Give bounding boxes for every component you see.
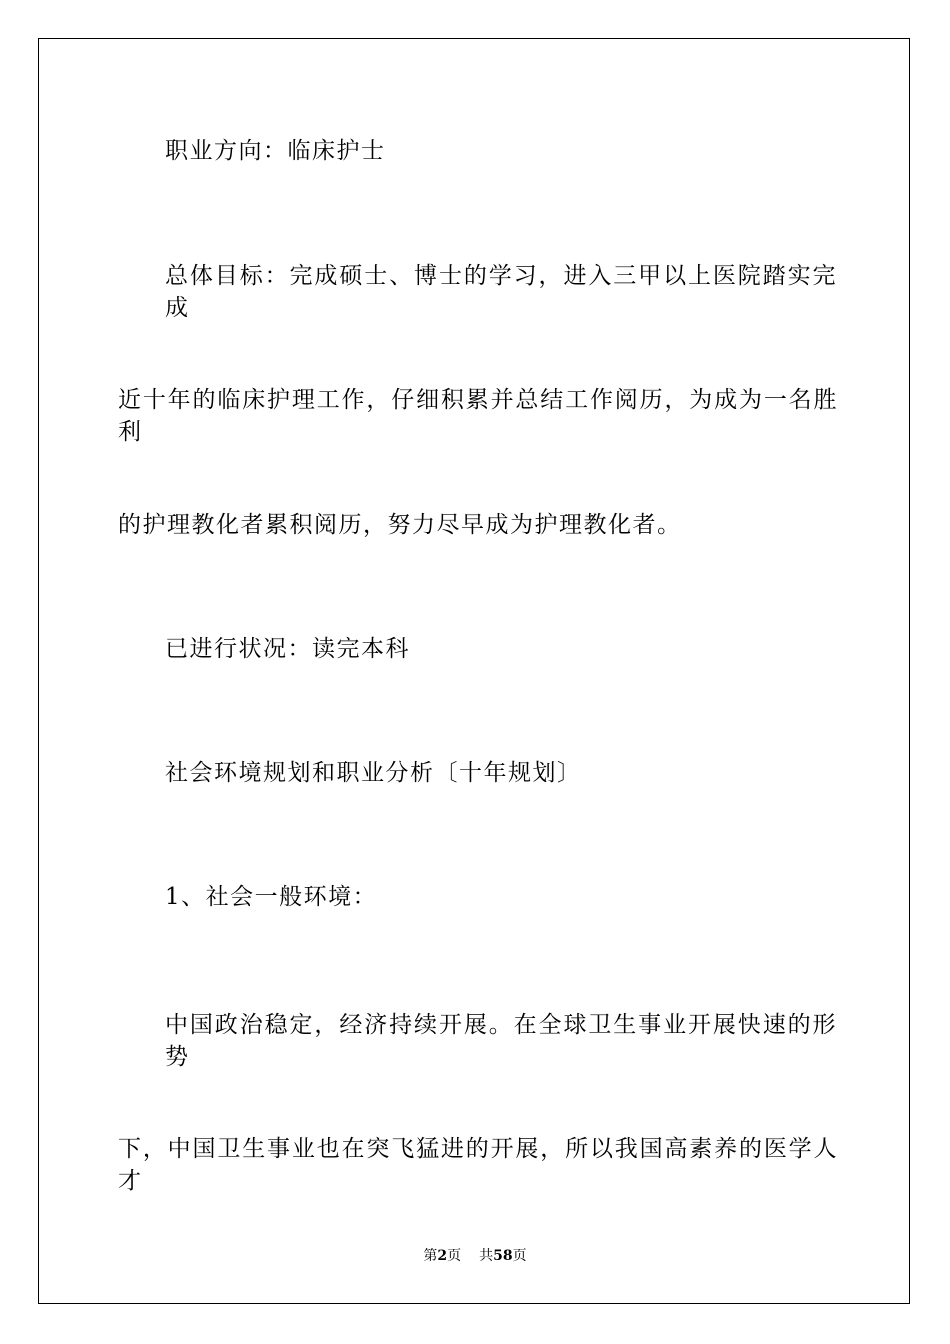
page-footer — [0, 1246, 950, 1266]
total-pages: 58 — [493, 1248, 513, 1264]
page-border — [38, 38, 910, 1304]
paragraph-line: 总体目标：完成硕士、博士的学习，进入三甲以上医院踏实完成 — [165, 263, 837, 321]
total-label-prefix: 共 — [479, 1248, 494, 1264]
page-label-suffix: 页 — [447, 1248, 462, 1264]
page-number: 2 — [437, 1248, 448, 1264]
page-label-prefix: 第 — [423, 1248, 438, 1264]
paragraph-line: 近十年的临床护理工作，仔细积累并总结工作阅历，为成为一名胜利 — [118, 387, 838, 445]
paragraph-line: 下，中国卫生事业也在突飞猛进的开展，所以我国高素养的医学人才 — [118, 1136, 838, 1194]
paragraph-line: 的护理教化者累积阅历，努力尽早成为护理教化者。 — [118, 512, 682, 538]
paragraph-line: 职业方向：临床护士 — [165, 138, 386, 164]
subsection-heading: 1、社会一般环境： — [165, 884, 378, 910]
section-heading: 社会环境规划和职业分析〔十年规划〕 — [165, 760, 582, 786]
paragraph-line: 中国政治稳定，经济持续开展。在全球卫生事业开展快速的形势 — [165, 1012, 837, 1070]
paragraph-line: 已进行状况：读完本科 — [165, 636, 410, 662]
total-label-suffix: 页 — [512, 1248, 527, 1264]
